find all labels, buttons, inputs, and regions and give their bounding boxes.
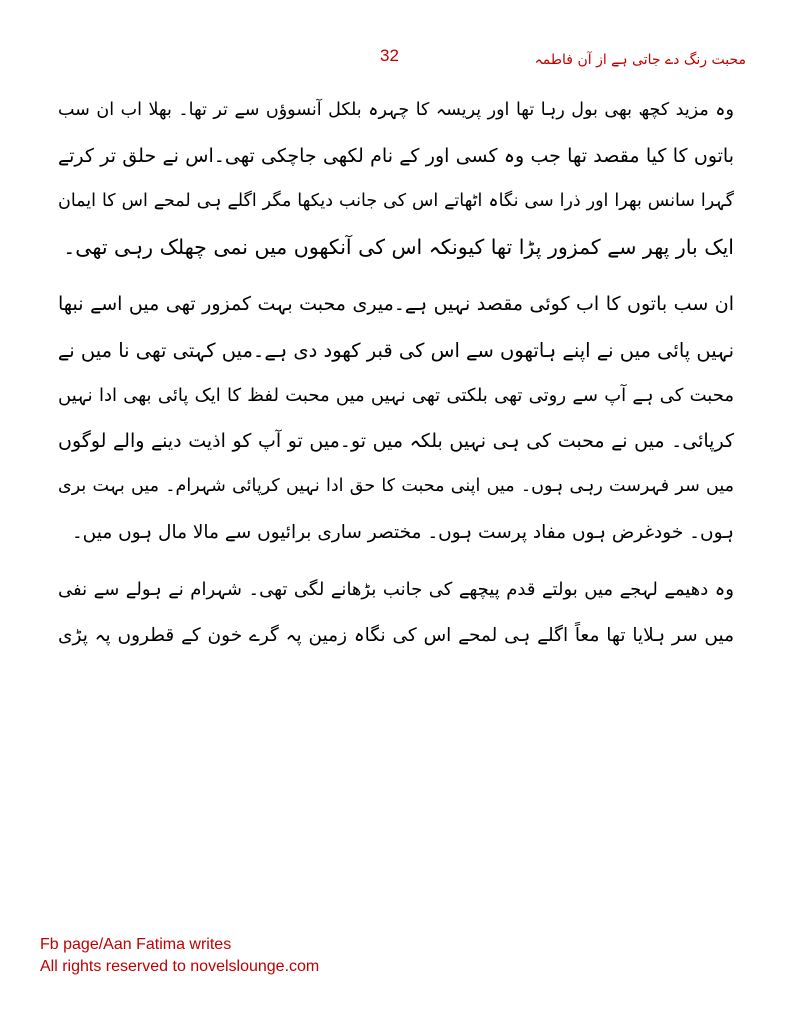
- text-line: باتوں کا کیا مقصد تھا جب وہ کسی اور کے نام لکھی جاچکی تھی۔اس نے حلق تر کرتے: [58, 144, 734, 167]
- text-line: کرپائی۔ میں نے محبت کی ہی نہیں بلکہ میں تو۔میں تو آپ کو اذیت دینے والے لوگوں: [58, 429, 734, 452]
- text-line: میں سر فہرست رہی ہوں۔ میں اپنی محبت کا حق ادا نہیں کرپائی شہرام۔ میں بہت بری: [58, 476, 734, 496]
- page-number: 32: [380, 46, 399, 65]
- paragraph-2: [58, 282, 734, 555]
- footer-rights: All rights reserved to novelslounge.com: [40, 958, 320, 975]
- text-line: ان سب باتوں کا اب کوئی مقصد نہیں ہے۔میری محبت بہت کمزور تھی میں اسے نبھا: [58, 293, 734, 315]
- body-text: [58, 88, 734, 670]
- text-line: میں سر ہلایا تھا معاً اگلے ہی لمحے اس کی نگاہ زمین پہ گرے خون کے قطروں پہ پڑی: [58, 624, 734, 646]
- footer-credits: [40, 934, 319, 978]
- text-line: ایک بار پھر سے کمزور پڑا تھا کیونکہ اس کی آنکھوں میں نمی چھلک رہی تھی۔: [63, 234, 734, 259]
- paragraph-1: [58, 88, 734, 270]
- text-line: نہیں پائی میں نے اپنے ہاتھوں سے اس کی قبر کھود دی ہے۔میں کہتی تھی نا میں نے: [58, 338, 734, 362]
- text-line: وہ دھیمے لہجے میں بولتے قدم پیچھے کی جانب بڑھانے لگی تھی۔ شہرام نے ہولے سے نفی: [58, 579, 734, 600]
- paragraph-3: [58, 567, 734, 658]
- text-line: محبت کی ہے آپ سے روتی تھی بلکتی تھی نہیں میں محبت لفظ کا ایک پائی بھی ادا نہیں: [58, 385, 734, 406]
- text-line: گہرا سانس بھرا اور ذرا سی نگاہ اٹھاتے اس کی جانب دیکھا مگر اگلے ہی لمحے اس کا ایمان: [58, 191, 734, 211]
- footer-fb-page: Fb page/Aan Fatima writes: [40, 936, 232, 953]
- text-line: وہ مزید کچھ بھی بول رہا تھا اور پریسہ کا چہرہ بلکل آنسوؤں سے تر تھا۔ بھلا اب ان سب: [58, 100, 734, 120]
- running-header-title: محبت رنگ دے جاتی ہے از آن فاطمہ: [534, 52, 746, 68]
- text-line: ہوں۔ خودغرض ہوں مفاد پرست ہوں۔ مختصر ساری برائیوں سے مالا مال ہوں میں۔: [71, 521, 734, 543]
